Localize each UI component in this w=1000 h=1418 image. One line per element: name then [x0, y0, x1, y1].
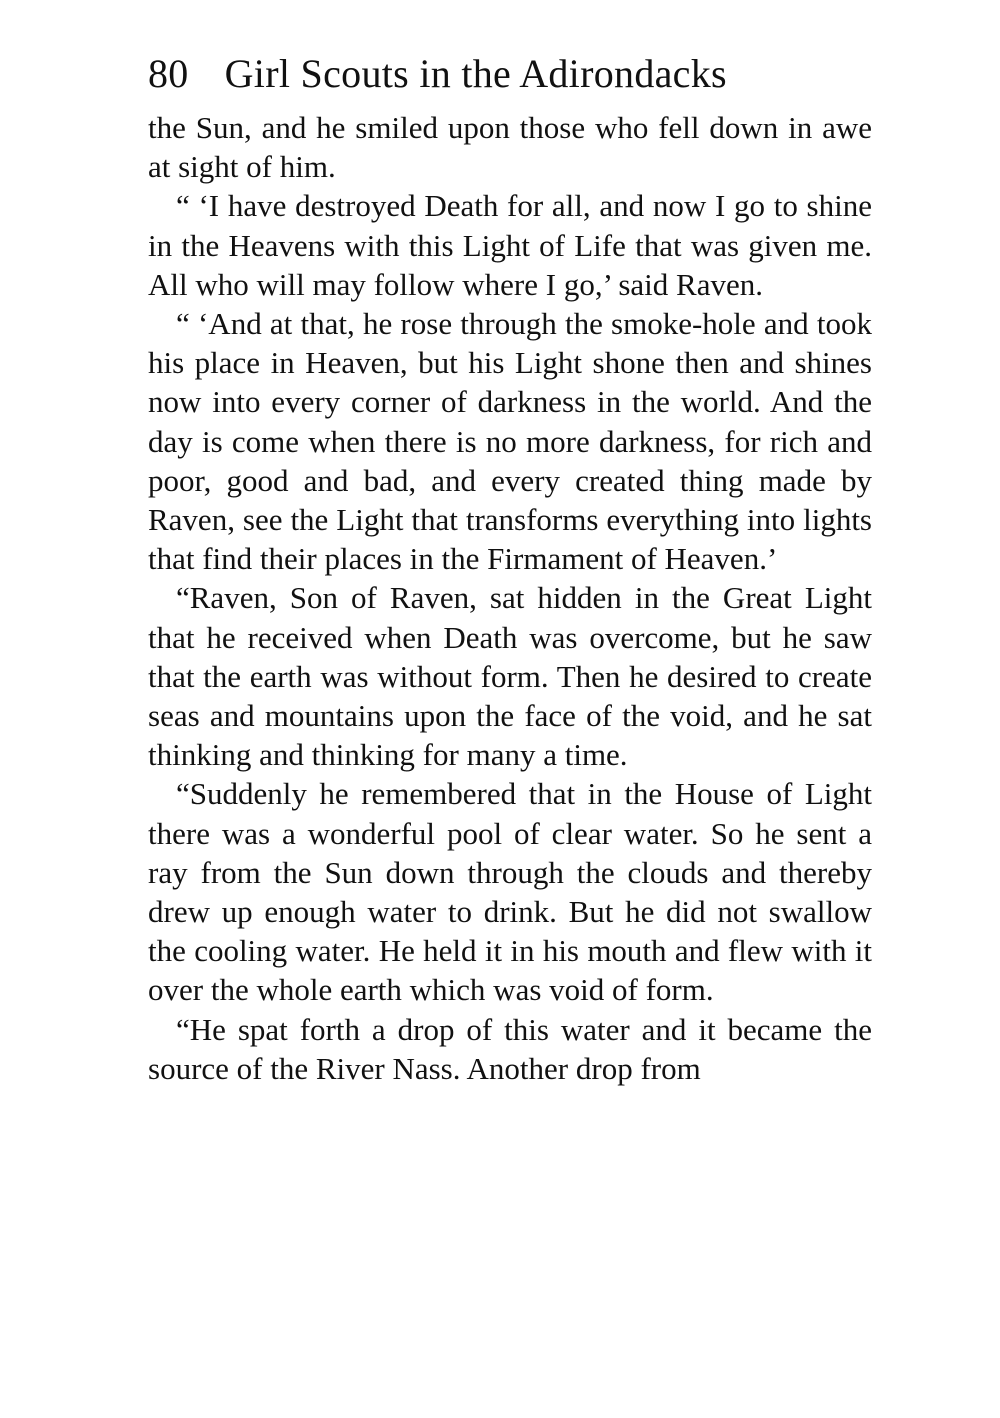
book-page: [148, 48, 872, 1088]
paragraph: “ ‘And at that, he rose through the smoke-hole and took his place in Heaven, but his Light shone then and shines now into every corner of darkness in the world. And the day is come when there is no more darkness, for rich and poor, good and bad, and every created thing made by Raven, see the Light that transforms everything into lights that find their places in the Firmament of Heaven.’: [148, 306, 872, 577]
running-head: [148, 48, 872, 108]
paragraph: “ ‘I have destroyed Death for all, and now I go to shine in the Heavens with this Light of Life that was given me. All who will may follow where I go,’ said Raven.: [148, 188, 872, 302]
paragraph-continuation: the Sun, and he smiled upon those who fell down in awe at sight of him.: [148, 110, 872, 185]
paragraph: “He spat forth a drop of this water and it became the source of the River Nass. Another drop from: [148, 1011, 872, 1086]
body-text: [148, 108, 872, 1088]
page-number: 80: [148, 51, 189, 96]
book-title: Girl Scouts in the Adirondacks: [224, 51, 727, 96]
paragraph: “Suddenly he remembered that in the House of Light there was a wonderful pool of clear water. So he sent a ray from the Sun down through the clouds and thereby drew up enough water to drink. But he did not swallow the cooling water. He held it in his mouth and flew with it over the whole earth which was void of form.: [148, 776, 872, 1008]
paragraph: “Raven, Son of Raven, sat hidden in the Great Light that he received when Death was overcome, but he saw that the earth was without form. Then he desired to create seas and mountains upon the face of the void, and he sat thinking and thinking for many a time.: [148, 580, 872, 773]
